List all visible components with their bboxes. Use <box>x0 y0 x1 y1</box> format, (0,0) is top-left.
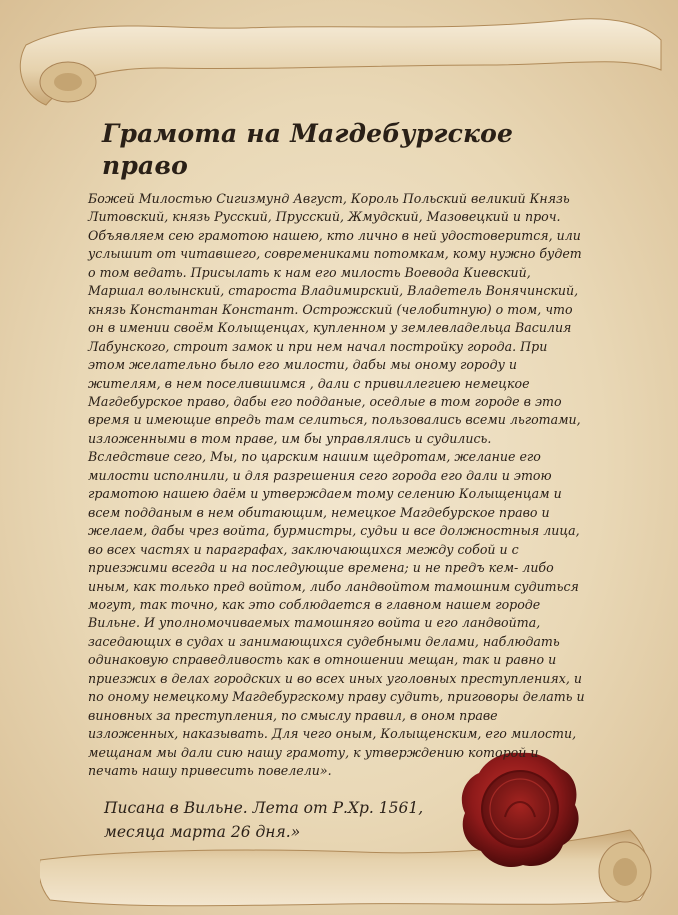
signature-block <box>104 796 454 844</box>
body-line: Литовский, князь Русский, Прусский, Жмудский, Мазовецкий и проч. <box>88 209 561 225</box>
body-line: приезжих в делах городских и во всех иных уголовных преступлениях, и <box>88 670 582 686</box>
body-line: грамотою нашею даём и утверждаем тому селению Колыщенцам и <box>88 486 562 502</box>
body-line: услышит от читавшего, современиками потомкам, кому нужно будет <box>88 246 582 262</box>
signature-line-place: Писана в Вильне. Лета от Р.Хр. 1561, <box>104 799 424 817</box>
body-line: Объявляем сею грамотою нашею, кто лично в ней удостоверится, или <box>88 227 581 243</box>
body-line: этом желательно было его милости, дабы мы оному городу и <box>88 357 518 373</box>
body-line: изложенных, наказывать. Для чего оным, Колыщенским, его милости, <box>88 726 577 742</box>
body-line: иным, как только пред войтом, либо ландвойтом тамошним судиться <box>88 578 579 594</box>
body-line: милости исполнили, и для разрешения сего города его дали и этою <box>88 467 552 483</box>
charter-body <box>88 190 588 781</box>
body-line: изложенными в том праве, им бы управлялись и судились. <box>88 430 492 446</box>
body-line: Вильне. И уполномочиваемых тамошняго войта и его ландвойта, <box>88 615 541 631</box>
body-line: князь Константан Констант. Острожский (челобитную) о том, что <box>88 301 573 317</box>
body-line: о том ведать. Присылать к нам его милость Воевода Киевский, <box>88 264 531 280</box>
body-line: могут, так точно, как это соблюдается в главном нашем городе <box>88 596 541 612</box>
signature-line-date: месяца марта 26 дня.» <box>104 823 301 841</box>
body-line: по оному немецкому Магдебургскому праву судить, приговоры делать и <box>88 689 585 705</box>
body-line: виновных за преступления, по смыслу правил, в оном праве <box>88 707 498 723</box>
body-line: время и имеющие впредь там селиться, пользовались всеми льготами, <box>88 412 581 428</box>
body-line: печать нашу привесить повелели». <box>88 763 332 779</box>
body-line: приезжими всегда и на последующие времена; и не предъ кем- либо <box>88 560 554 576</box>
charter-text <box>88 118 588 781</box>
body-line: Магдебурское право, дабы его подданые, оседлые в том городе в это <box>88 393 562 409</box>
body-line: во всех частях и параграфах, заключающихся между собой и с <box>88 541 519 557</box>
body-line: Божей Милостью Сигизмунд Август, Король Польский великий Князь <box>88 191 570 206</box>
body-line: он в имении своём Колыщенцах, купленном у землевладельца Василия <box>88 320 572 336</box>
body-line: жителям, в нем поселившимся , дали с привиллегиею немецкое <box>88 375 530 391</box>
body-line: Вследствие сего, Мы, по царским нашим щедротам, желание его <box>88 449 541 465</box>
body-line: мещанам мы дали сию нашу грамоту, к утверждению которой и <box>88 744 539 760</box>
document-title: Грамота на Магдебургское право <box>102 119 514 180</box>
body-line: одинаковую справедливость как в отношении мещан, так и равно и <box>88 652 557 668</box>
body-line: желаем, дабы чрез войта, бурмистры, судьи и все должностныя лица, <box>88 523 580 539</box>
body-line: заседающих в судах и занимающихся судебными делами, наблюдать <box>88 633 560 649</box>
body-line: всем подданым в нем обитающим, немецкое Магдебурское право и <box>88 504 550 520</box>
body-line: Лабунского, строит замок и при нем начал постройку города. При <box>88 338 548 354</box>
scroll-top-curl-icon <box>6 10 666 130</box>
body-line: Маршал волынский, староста Владимирский, Владетель Вонячинский, <box>88 283 579 299</box>
